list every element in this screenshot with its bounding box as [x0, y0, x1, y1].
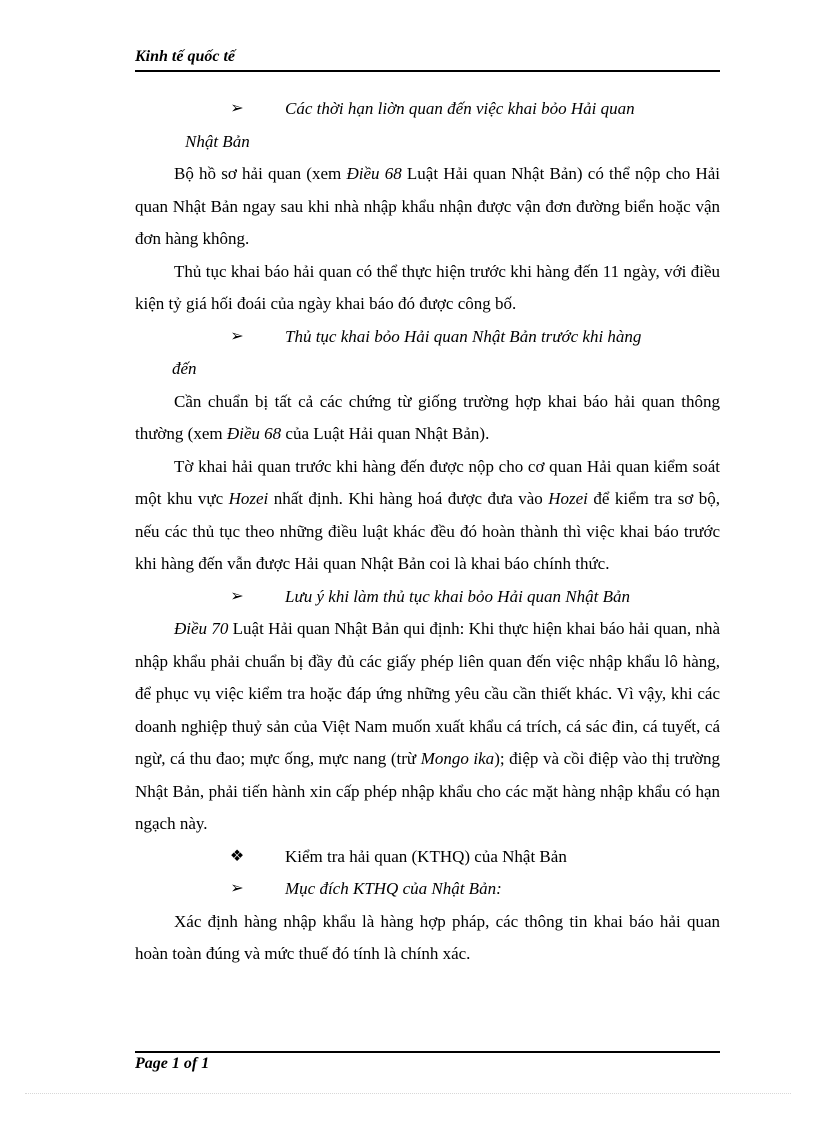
arrow-bullet-icon: ➢ [230, 327, 244, 345]
document-body [135, 93, 720, 971]
heading-pre-arrival-cont: đến [172, 359, 197, 378]
paragraph-6: Xác định hàng nhập khẩu là hàng hợp pháp, các thông tin khai báo hải quan hoàn toàn đúng và mức thuế đó tính là chính xác. [135, 911, 720, 963]
paragraph-4: Tờ khai hải quan trước khi hàng đến được nộp cho cơ quan Hải quan kiểm soát một khu vực Hozei nhất định. Khi hàng hoá được đưa vào Hozei để kiểm tra sơ bộ, nếu các thủ tục theo những điều luật khác đều đó hoàn thành thì việc khai báo trước khi hàng đến vẫn được Hải quan Nhật Bản coi là khai báo chính thức. [135, 456, 720, 573]
page-header-title: Kinh tế quốc tế [135, 48, 236, 65]
heading-customs-inspection: ❖ Kiểm tra hải quan (KTHQ) của Nhật Bản [135, 841, 720, 874]
arrow-bullet-icon: ➢ [230, 880, 244, 897]
heading-deadlines-cont: Nhật Bản [185, 131, 250, 151]
paragraph-3: Cần chuẩn bị tất cả các chứng từ giống trường hợp khai báo hải quan thông thường (xem Điều 68 của Luật Hải quan Nhật Bản). [135, 391, 720, 443]
heading-inspection-purpose: ➢ Mục đích KTHQ của Nhật Bản: [135, 873, 720, 906]
four-diamond-bullet-icon: ❖ [229, 847, 245, 865]
footer-rule [135, 1051, 720, 1053]
arrow-bullet-icon: ➢ [230, 100, 244, 117]
paragraph-5: Điều 70 Luật Hải quan Nhật Bản qui định: Khi thực hiện khai báo hải quan, nhà nhập khẩu phải chuẩn bị đầy đủ các giấy phép liên quan đến việc nhập khẩu lô hàng, để phục vụ việc kiểm tra hoặc đáp ứng những yêu cầu cần thiết khác. Vì vậy, khi các doanh nghiệp thuỷ sản của Việt Nam muốn xuất khẩu cá trích, cá sác đin, cá tuyết, cá ngừ, cá thu đao; mực ống, mực nang (trừ Mongo ika); điệp và cồi điệp vào thị trường Nhật Bản, phải tiến hành xin cấp phép nhập khẩu cho các mặt hàng nhập khẩu có hạn ngạch này. [135, 619, 720, 833]
paragraph-2: Thủ tục khai báo hải quan có thể thực hiện trước khi hàng đến 11 ngày, với điều kiện tỷ giá hối đoái của ngày khai báo đó được công bố. [135, 261, 720, 313]
page-footer-number: Page 1 of 1 [135, 1055, 210, 1072]
header-rule [135, 70, 720, 72]
paragraph-1: Bộ hồ sơ hải quan (xem Điều 68 Luật Hải quan Nhật Bản) có thể nộp cho Hải quan Nhật Bản ngay sau khi nhà nhập khẩu nhận được vận đơn đường biển hoặc vận đơn hàng không. [135, 164, 721, 248]
heading-deadlines: ➢ Các thời hạn liờn quan đến việc khai bỏo Hải quan [135, 93, 720, 126]
page-edge-dotted-line [25, 1093, 791, 1094]
heading-notes: ➢ Lưu ý khi làm thủ tục khai bỏo Hải quan Nhật Bản [135, 581, 720, 614]
arrow-bullet-icon: ➢ [230, 587, 244, 605]
heading-pre-arrival: ➢ Thủ tục khai bỏo Hải quan Nhật Bản trước khi hàng [135, 321, 720, 354]
